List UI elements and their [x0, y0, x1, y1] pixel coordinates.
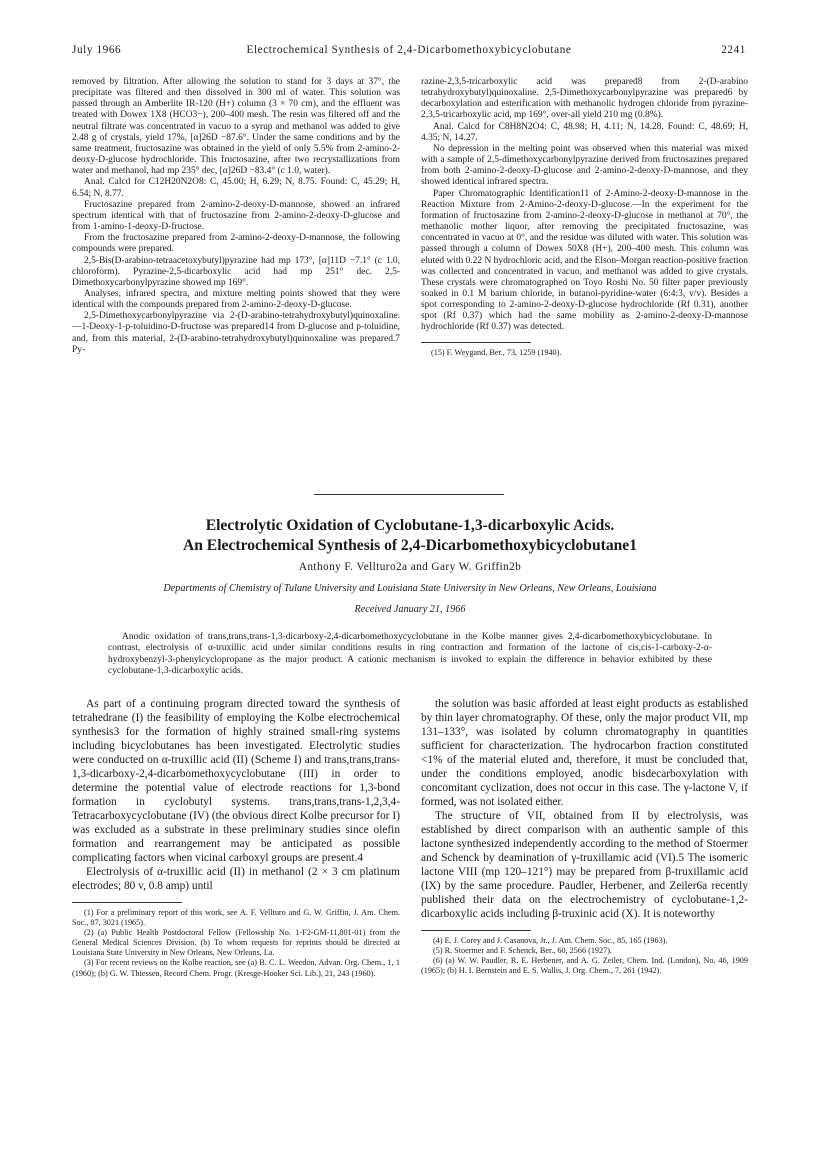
- footnote-rule: [421, 342, 531, 343]
- footnote: (1) For a preliminary report of this work, see A. F. Vellturo and G. W. Griffin, J. Am. Chem. Soc., 87, 3021 (1965).: [72, 908, 400, 928]
- footnotes: [421, 348, 748, 358]
- paragraph: Fructosazine prepared from 2-amino-2-deoxy-D-mannose, showed an infrared spectrum identical with that of fructosazine from 2-amino-2-deoxy-D-glucose and from 1-amino-1-deoxy-D-fructose.: [72, 199, 400, 233]
- top-right-column: [421, 77, 748, 358]
- abstract-text: Anodic oxidation of trans,trans,trans-1,3-dicarboxy-2,4-dicarbomethoxycyclobutane in the Kolbe manner gives 2,4-dicarbomethoxybicyclobutane. In contrast, electrolysis of α-truxillic acid under similar conditions results in ring contraction and formation of the lactone of cis,cis-1-carboxy-2-α-hydroxybenzyl-3-phenylcyclopropane as the major product. A cationic mechanism is invoked to explain the difference in behavior exhibited by these cyclobutane-1,3-dicarboxylic acids.: [108, 632, 712, 676]
- paragraph: From the fructosazine prepared from 2-amino-2-deoxy-D-mannose, the following compounds were prepared.: [72, 233, 400, 255]
- header-title: Electrochemical Synthesis of 2,4-Dicarbomethoxybicyclobutane: [246, 44, 572, 56]
- footnote: (5) R. Stoermer and F. Schenck, Ber., 60, 2566 (1927).: [433, 946, 612, 956]
- title-line: An Electrochemical Synthesis of 2,4-Dicarbomethoxybicyclobutane1: [182, 536, 638, 554]
- footnotes: [72, 908, 400, 979]
- paragraph: Analyses, infrared spectra, and mixture melting points showed that they were identical with the compounds prepared from 2-amino-2-deoxy-D-glucose.: [72, 288, 400, 311]
- footnote-rule: [421, 930, 531, 931]
- paragraph: Anal. Calcd for C8H8N2O4: C, 48.98; H, 4.11; N, 14.28. Found: C, 48.69; H, 4.35; N, 14.27.: [421, 121, 748, 143]
- header-date: July 1966: [72, 44, 122, 56]
- paragraph: 2,5-Dimethoxycarbonylpyrazine via 2-(D-arabino-tetrahydroxybutyl)quinoxaline.—1-Deoxy-1-p-toluidino-D-fructose was prepared14 from D-glucose and p-toluidine, and, from this material, 2-(D-arabino-tetrahydroxybutyl)quinoxaline was prepared.7 Py-: [72, 311, 400, 355]
- footnote: (3) For recent reviews on the Kolbe reaction, see (a) B. C. L. Weedon, Advan. Org. Chem., 1, 1 (1960); (b) G. W. Thiessen, Record Chem. Progr. (Kresge-Hooker Sci. Lib.), 21, 243 (1960).: [72, 958, 400, 978]
- body-left-column: [72, 697, 400, 979]
- article-divider: [314, 494, 504, 495]
- received-date: Received January 21, 1966: [354, 604, 466, 615]
- paragraph: The structure of VII, obtained from II by electrolysis, was established by direct comparison with an authentic sample of this lactone synthesized independently according to the method of Stoermer and Schenck by deamination of γ-truxillamic acid (VI).5 The isomeric lactone VIII (mp 120–121°) may be prepared from β-truxillamic acid (IX) by the same procedure. Paudler, Herbener, and Zeiler6a recently published their data on the electrochemistry of cyclobutane-1,2-dicarboxylic acids including β-truxinic acid (X). It is noteworthy: [421, 810, 748, 920]
- paragraph: razine-2,3,5-tricarboxylic acid was prepared8 from 2-(D-arabino tetrahydroxybutyl)quinoxaline. 2,5-Dimethoxycarbonylpyrazine was prepared6 by decarboxylation and esterification with methanolic hydrogen chloride from pyrazine-2,3,5-tricarboxylic acid, mp 169°, over-all yield 210 mg (0.8%).: [421, 77, 748, 121]
- paragraph: Anal. Calcd for C12H20N2O8: C, 45.00; H, 6.29; N, 8.75. Found: C, 45.29; H, 6.54; N, 8.77.: [72, 177, 400, 199]
- top-left-column: [72, 77, 400, 356]
- running-header: [72, 44, 746, 60]
- footnote: (4) E. J. Corey and J. Casanova, Jr., J. Am. Chem. Soc., 85, 165 (1963).: [433, 936, 668, 945]
- footnote: (6) (a) W. W. Paudler, R. E. Herbener, and A. G. Zeiler, Chem. Ind. (London), No. 46, 1909 (1965); (b) H. I. Bernstein and E. S. Wallis, J. Org. Chem., 7, 261 (1942).: [421, 956, 748, 976]
- affiliation: Departments of Chemistry of Tulane University and Louisiana State University in New Orleans, New Orleans, Louisiana: [163, 583, 657, 594]
- paragraph: Electrolysis of α-truxillic acid (II) in methanol (2 × 3 cm platinum electrodes; 80 v, 0.8 amp) until: [72, 866, 400, 892]
- authors: Anthony F. Vellturo2a and Gary W. Griffin2b: [298, 561, 522, 573]
- paragraph: 2,5-Bis(D-arabino-tetraacetoxybutyl)pyrazine had mp 173°, [α]11D −7.1° (c 1.0, chloroform). Pyrazine-2,5-dicarboxylic acid had mp 251° dec. 2,5-Dimethoxycarbonylpyrazine showed mp 169°.: [72, 255, 400, 288]
- article-title: [72, 516, 748, 555]
- paragraph: As part of a continuing program directed toward the synthesis of tetrahedrane (I) the feasibility of employing the Kolbe electrochemical synthesis3 for the formation of highly strained small-ring systems including bicyclobutanes has been investigated. Electrolytic studies were conducted on α-truxillic acid (II) (Scheme I) and trans,trans,trans-1,3-dicarboxy-2,4-dicarbomethoxycyclobutane (III) in order to determine the potential value of electrode reactions for 1,3-bond formation in cyclobutyl systems. trans,trans,trans-1,2,3,4-Tetracarboxycyclobutane (IV) (the obvious direct Kolbe precursor for I) was excluded as a substrate in these preliminary studies since olefin formation and rearrangement may be anticipated as possible complicating factors when vicinal carboxyl groups are present.4: [72, 698, 400, 864]
- abstract: [108, 632, 712, 677]
- paragraph: the solution was basic afforded at least eight products as established by thin layer chromatography. Of these, only the major product VII, mp 131–133°, was isolated by column chromatography in quantities sufficient for characterization. The hydrocarbon fraction constituted <1% of the material eluted and, therefore, it must be concluded that, under the conditions employed, anodic bisdecarboxylation with concomitant cyclization, does not occur in this case. The γ-lactone V, if formed, was not isolated either.: [421, 698, 748, 808]
- footnote-rule: [72, 902, 182, 903]
- title-line: Electrolytic Oxidation of Cyclobutane-1,3-dicarboxylic Acids.: [205, 517, 615, 534]
- footnotes: [421, 936, 748, 976]
- footnote: (15) F. Weygand, Ber., 73, 1259 (1940).: [431, 347, 562, 357]
- footnote: (2) (a) Public Health Postdoctoral Fellow (Fellowship No. 1-F2-GM-11,801-01) from the General Medical Sciences Division. (b) To whom requests for reprints should be directed at Louisiana State University in New Orleans, New Orleans, La.: [72, 928, 400, 958]
- body-right-column: [421, 697, 748, 976]
- paragraph: Paper Chromatographic Identification11 of 2-Amino-2-deoxy-D-mannose in the Reaction Mixture from 2-Amino-2-deoxy-D-glucose.—In the experiment for the formation of fructosazine from 2-amino-2-deoxy-D-glucose in methanol at 70°, the methanolic mother liquor, after removing the precipitated fructosazine, was concentrated in vacuo at 0°, and the residue was diluted with water. This solution was passed through a column of Dowex 50X8 (H+), 200–400 mesh. This column was eluted with 0.22 N hydrochloric acid, and the Elson–Morgan reaction-positive fraction was collected and concentrated in vacuo, and methanol was added to give crystals. These crystals were chromatographed on Toyo Roshi No. 50 filter paper previously soaked in 0.1 M barium chloride, in butanol-pyridine-water (6:4:3, v/v). Besides a spot corresponding to 2-amino-2-deoxy-D-glucose hydrochloride (Rf 0.31), another spot (Rf 0.37) which had the same mobility as 2-amino-2-deoxy-D-mannose hydrochloride (Rf 0.37) was detected.: [421, 188, 748, 333]
- paragraph: removed by filtration. After allowing the solution to stand for 3 days at 37°, the precipitate was filtered and then dissolved in 300 ml of water. This solution was passed through an Amberlite IR-120 (H+) column (3 × 70 cm), and the effluent was treated with Dowex 1X8 (HCO3−), 200–400 mesh. The resin was filtered off and the neutral filtrate was concentrated in vacuo to a syrup and methanol was added to give 2.48 g of crystals, yield 17%, [α]26D −87.6°. Under the same conditions and by the same treatment, fructosazine was obtained in the yield of only 5.5% from 2-amino-2-deoxy-D-glucose hydrochloride. This fructosazine, after two recrystallizations from water and methanol, had mp 235° dec, [α]26D −83.4° (c 1.0, water).: [72, 77, 400, 177]
- paragraph: No depression in the melting point was observed when this material was mixed with a sample of 2,5-dimethoxycarbonylpyrazine derived from fructosazines prepared from both 2-amino-2-deoxy-D-glucose and 2-amino-2-deoxy-D-mannose, and they showed identical infrared spectra.: [421, 143, 748, 188]
- page-number: 2241: [721, 44, 746, 56]
